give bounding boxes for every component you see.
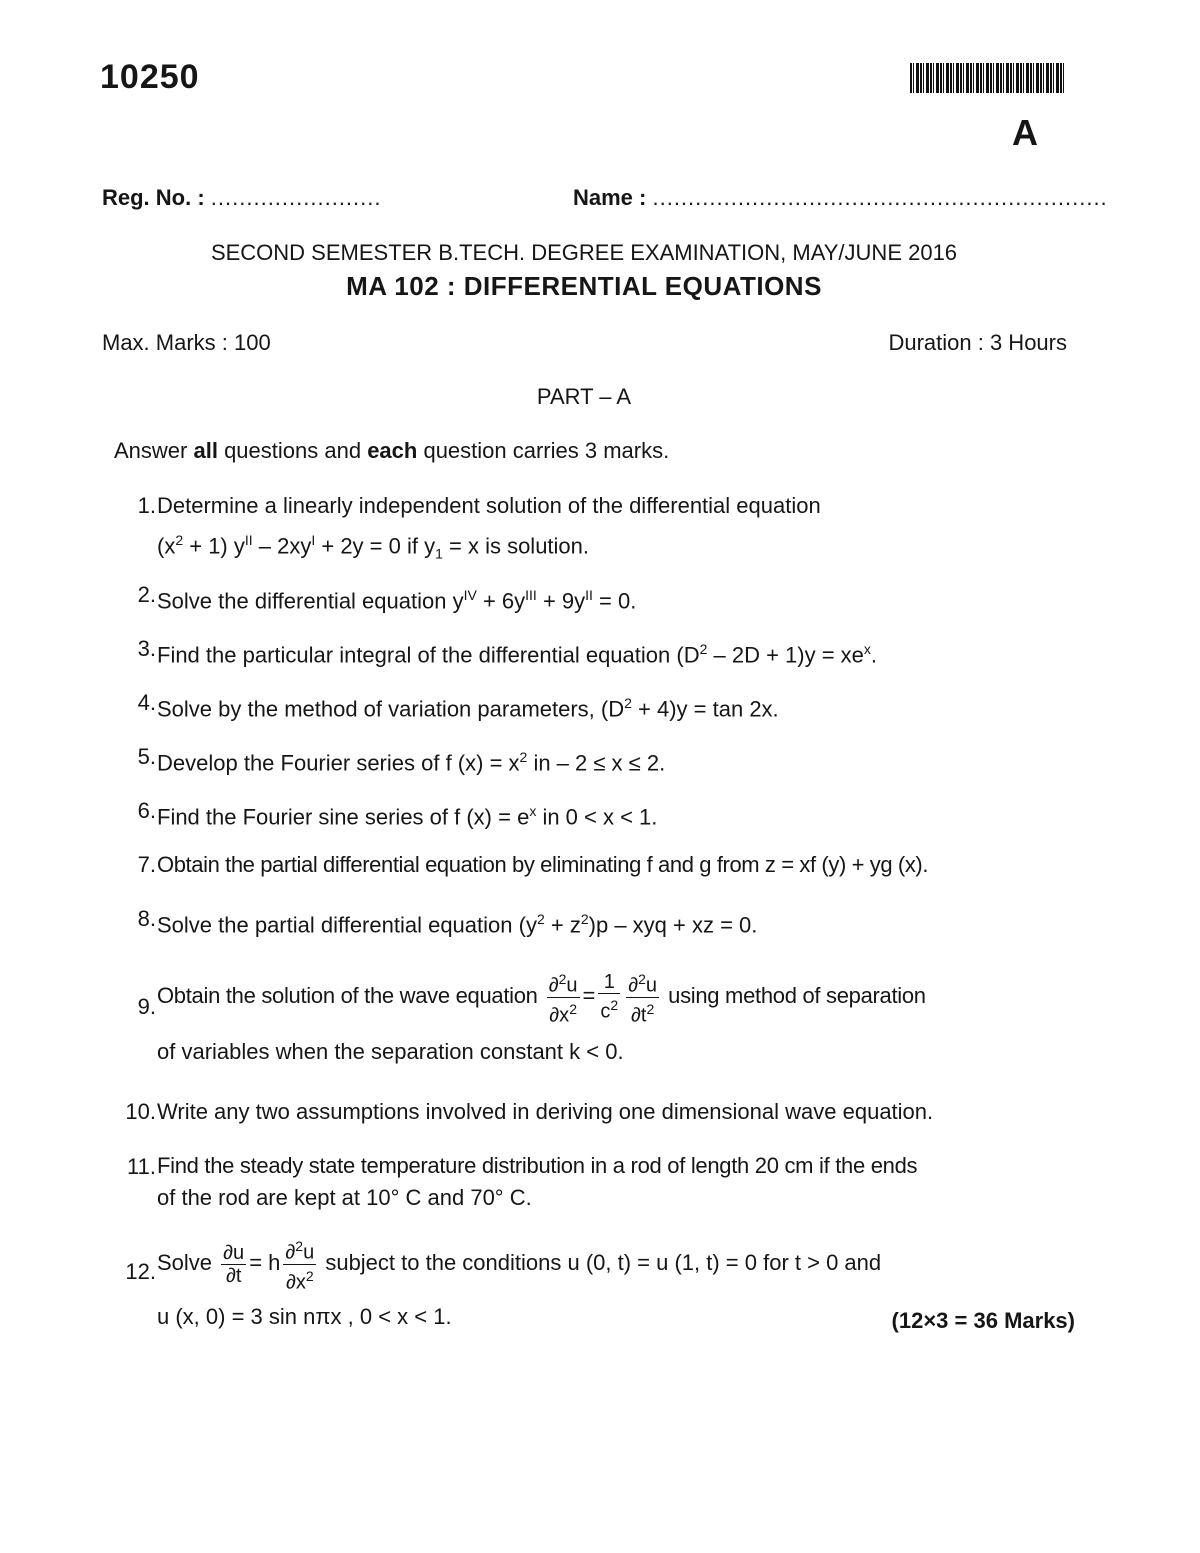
question-number: 10. [125,1099,156,1124]
question-text: Obtain the solution of the wave equation $\frac{\partial^2u}{\partial x^2}$ = $\frac{1}{c^2}$ $\frac{\partial^2u}{\partial t^2}$ using method of separation of variables when the separation constant k < 0. [157,968,1067,1078]
part-heading: PART – A [536,384,632,409]
question-5 [100,740,1060,774]
name-field [573,185,1108,211]
question-number: 12. [125,1259,156,1284]
question-number: 4. [137,690,156,715]
barcode [910,63,1065,93]
question-number: 9. [137,994,156,1019]
reg-no-field [102,185,382,211]
fraction: $\frac{\partial^2u}{\partial t^2}$ [626,968,659,1026]
question-text: Solve the differential equation $y^{IV} + 6y^{III} + 9y^{II} = 0$. [157,587,637,614]
max-marks: Max. Marks : 100 [102,330,271,355]
question-text: Solve $\frac{\partial u}{\partial t}$ = h $\frac{\partial^2u}{\partial x^2}$ subject to the conditions u (0, t) = u (1, t) = 0 for t > 0 and u (x, 0) = 3 sin nπx , 0 < x < 1. [157,1235,1067,1341]
question-text: Develop the Fourier series of f $(x) = x^2$ in – 2 ≤ x ≤ 2. [157,749,666,776]
instruction: Answer all questions and each question carries 3 marks. [114,438,670,463]
question-number: 1. [137,493,156,518]
question-3 [100,632,1060,666]
question-text: Find the steady state temperature distribution in a rod of length 20 cm if the ends of the rod are kept at 10° C and 70° C. [157,1153,918,1210]
question-text: Find the Fourier sine series of f $(x) = e^x$ in 0 < x < 1. [157,803,658,830]
question-10 [100,1095,1060,1129]
question-1 [100,489,1060,562]
fraction: $\frac{\partial^2u}{\partial x^2}$ [283,1235,316,1293]
question-number: 3. [137,636,156,661]
set-letter: A [1012,112,1038,153]
exam-title: SECOND SEMESTER B.TECH. DEGREE EXAMINATION, MAY/JUNE 2016 [210,240,958,265]
question-text: Determine a linearly independent solution of the differential equation $(x^2 + 1)$ $y^{II} - 2xy^I + 2y = 0$ if $y_1 = x$ is solution. [157,493,821,562]
question-number: 8. [137,906,156,931]
question-number: 6. [137,798,156,823]
question-text: Obtain the partial differential equation by eliminating f and g from z = xf (y) + yg (x). [157,852,929,877]
duration: Duration : 3 Hours [888,330,1067,355]
fraction: $\frac{\partial^2u}{\partial x^2}$ [547,968,580,1026]
paper-code: 10250 [100,58,200,96]
course-title: MA 102 : DIFFERENTIAL EQUATIONS [346,271,822,301]
reg-no-label: Reg. No. : [102,185,205,210]
name-dots: ................................................................ [652,185,1108,210]
question-number: 11. [127,1154,156,1179]
reg-no-dots: ........................ [210,185,382,210]
marks-total: (12×3 = 36 Marks) [891,1308,1075,1333]
fraction: $\frac{1}{c^2}$ [600,971,619,1023]
question-text: Write any two assumptions involved in deriving one dimensional wave equation. [157,1099,934,1124]
question-4 [100,686,1060,720]
question-number: 2. [137,582,156,607]
question-text: Solve the partial differential equation $(y^2 + z^2)p$ – xyq + xz = 0. [157,911,758,938]
question-11 [100,1150,1060,1210]
question-6 [100,794,1060,828]
question-text: Solve by the method of variation parameters, $(D^2 + 4)y = \tan 2x$. [157,695,779,722]
question-text: Find the particular integral of the differential equation $(D^2 - 2D + 1)y = xe^x$. [157,641,878,668]
name-label: Name : [573,185,647,210]
question-8 [100,902,1060,936]
question-2 [100,578,1060,612]
fraction: $\frac{\partial u}{\partial t}$ [223,1241,245,1287]
question-9 [100,971,1060,1065]
question-number: 5. [137,744,156,769]
question-number: 7. [137,852,156,877]
question-7 [100,848,1060,882]
